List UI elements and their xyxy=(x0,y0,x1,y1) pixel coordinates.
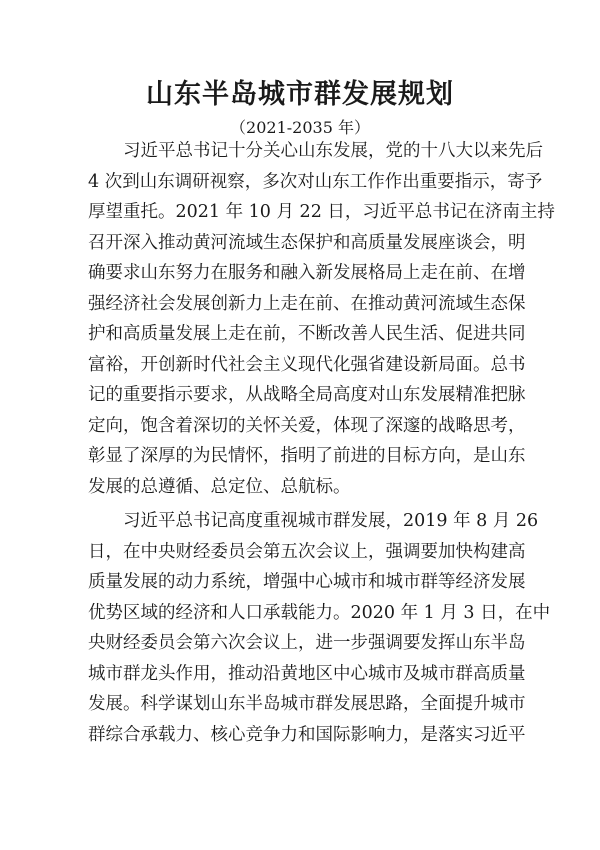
text-line: 定向，饱含着深切的关怀关爱，体现了深邃的战略思考， xyxy=(88,415,526,436)
text-line: 央财经委员会第六次会议上，进一步强调要发挥山东半岛 xyxy=(88,633,526,653)
text-line: 优势区域的经济和人口承载能力。2020 年 1 月 3 日，在中 xyxy=(88,602,551,623)
text-line: 日，在中央财经委员会第五次会议上，强调要加快构建高 xyxy=(88,541,526,562)
text-line: 厚望重托。2021 年 10 月 22 日，习近平总书记在济南主持 xyxy=(88,202,555,222)
text-line: 富裕，开创新时代社会主义现代化强省建设新局面。总书 xyxy=(88,354,526,375)
document-subtitle: （2021-2035 年） xyxy=(230,118,370,137)
text-line: 护和高质量发展上走在前，不断改善人民生活、促进共同 xyxy=(88,324,526,344)
text-line: 发展的总遵循、总定位、总航标。 xyxy=(88,476,351,497)
text-line: 习近平总书记高度重视城市群发展，2019 年 8 月 26 xyxy=(88,511,539,531)
text-line: 习近平总书记十分关心山东发展，党的十八大以来先后 xyxy=(88,141,543,161)
text-line: 强经济社会发展创新力上走在前、在推动黄河流域生态保 xyxy=(88,293,526,314)
text-line: 彰显了深厚的为民情怀，指明了前进的目标方向，是山东 xyxy=(88,446,526,466)
text-line: 群综合承载力、核心竞争力和国际影响力，是落实习近平 xyxy=(88,724,526,745)
text-line: 记的重要指示要求，从战略全局高度对山东发展精准把脉 xyxy=(88,385,526,405)
document-body xyxy=(88,136,555,750)
text-line: 发展。科学谋划山东半岛城市群发展思路，全面提升城市 xyxy=(88,694,526,714)
paragraph xyxy=(88,506,551,750)
text-line: 确要求山东努力在服务和融入新发展格局上走在前、在增 xyxy=(88,263,526,283)
document-title: 山东半岛城市群发展规划 xyxy=(146,79,454,110)
text-line: 召开深入推动黄河流域生态保护和高质量发展座谈会，明 xyxy=(88,232,526,253)
text-line: 质量发展的动力系统，增强中心城市和城市群等经济发展 xyxy=(88,572,526,592)
text-line: 4 次到山东调研视察，多次对山东工作作出重要指示，寄予 xyxy=(88,171,543,192)
paragraph xyxy=(88,136,555,502)
text-line: 城市群龙头作用，推动沿黄地区中心城市及城市群高质量 xyxy=(88,663,526,684)
